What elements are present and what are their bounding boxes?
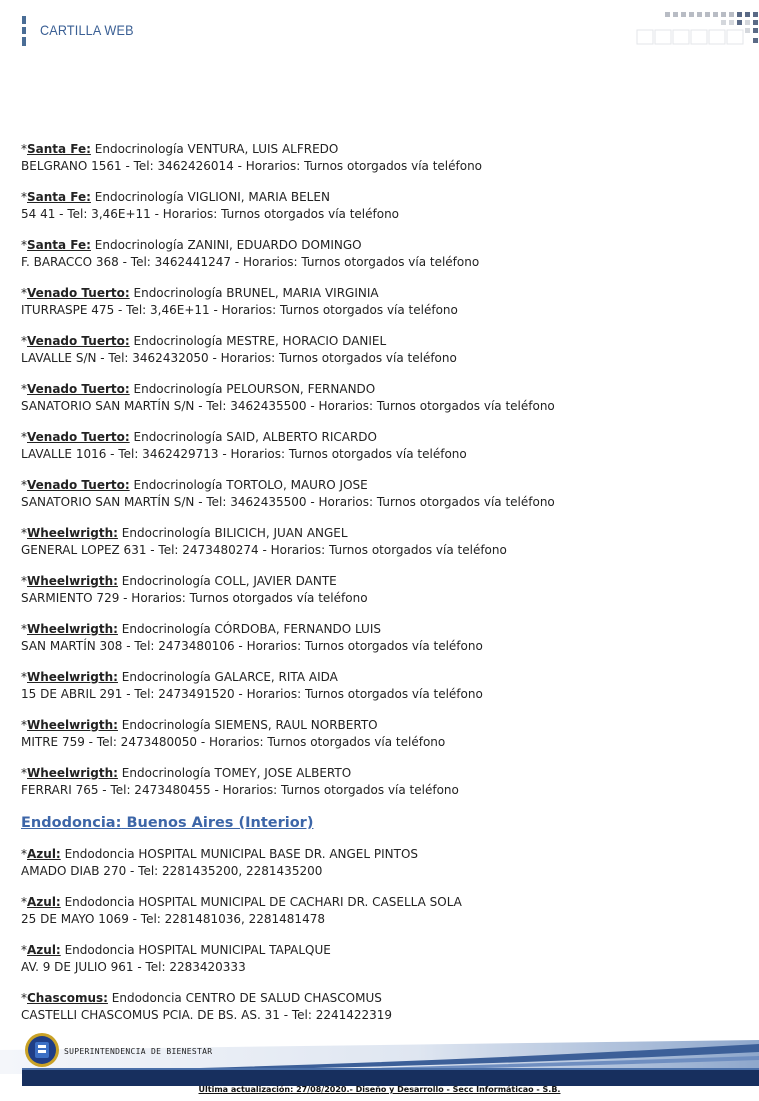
institution-logo-icon — [24, 1032, 60, 1068]
provider-entry — [21, 525, 741, 559]
provider-city-link[interactable]: Wheelwrigth: — [27, 670, 118, 684]
provider-line: *Azul: Endodoncia HOSPITAL MUNICIPAL DE CACHARI DR. CASELLA SOLA — [21, 895, 462, 909]
provider-address: SANATORIO SAN MARTÍN S/N - Tel: 3462435500 - Horarios: Turnos otorgados vía teléfono — [21, 399, 555, 413]
grid-pattern-icon — [635, 12, 759, 46]
provider-description: Endocrinología BILICICH, JUAN ANGEL — [121, 526, 348, 540]
provider-description: Endocrinología VENTURA, LUIS ALFREDO — [94, 142, 339, 156]
provider-address: LAVALLE S/N - Tel: 3462432050 - Horarios: Turnos otorgados vía teléfono — [21, 351, 457, 365]
provider-line: *Wheelwrigth: Endocrinología GALARCE, RITA AIDA — [21, 670, 338, 684]
provider-line: *Azul: Endodoncia HOSPITAL MUNICIPAL BASE DR. ANGEL PINTOS — [21, 847, 419, 861]
provider-line: *Santa Fe: Endocrinología VIGLIONI, MARIA BELEN — [21, 190, 330, 204]
provider-city-link[interactable]: Wheelwrigth: — [27, 718, 118, 732]
provider-description: Endocrinología GALARCE, RITA AIDA — [121, 670, 338, 684]
provider-address: SAN MARTÍN 308 - Tel: 2473480106 - Horarios: Turnos otorgados vía teléfono — [21, 639, 483, 653]
provider-line: *Wheelwrigth: Endocrinología CÓRDOBA, FERNANDO LUIS — [21, 622, 381, 636]
provider-address: GENERAL LOPEZ 631 - Tel: 2473480274 - Horarios: Turnos otorgados vía teléfono — [21, 543, 507, 557]
provider-address: 25 DE MAYO 1069 - Tel: 2281481036, 2281481478 — [21, 912, 325, 926]
provider-description: Endodoncia HOSPITAL MUNICIPAL TAPALQUE — [64, 943, 331, 957]
provider-line: *Chascomus: Endodoncia CENTRO DE SALUD CHASCOMUS — [21, 991, 382, 1005]
page-header — [0, 0, 759, 60]
provider-address: BELGRANO 1561 - Tel: 3462426014 - Horarios: Turnos otorgados vía teléfono — [21, 159, 483, 173]
provider-line: *Santa Fe: Endocrinología VENTURA, LUIS ALFREDO — [21, 142, 339, 156]
provider-entry — [21, 669, 741, 703]
provider-entry — [21, 942, 741, 976]
provider-city-link[interactable]: Azul: — [27, 895, 61, 909]
provider-address: SARMIENTO 729 - Horarios: Turnos otorgados vía teléfono — [21, 591, 368, 605]
provider-entry — [21, 141, 741, 175]
provider-city-link[interactable]: Venado Tuerto: — [27, 430, 130, 444]
footer-updated-text: Ultima actualización: 27/08/2020.- Diseño y Desarrollo - Secc Informáticao - S.B. — [198, 1085, 561, 1094]
provider-entry — [21, 333, 741, 367]
provider-address: AV. 9 DE JULIO 961 - Tel: 2283420333 — [21, 960, 246, 974]
provider-description: Endocrinología SAID, ALBERTO RICARDO — [133, 430, 377, 444]
provider-line: *Venado Tuerto: Endocrinología SAID, ALBERTO RICARDO — [21, 430, 377, 444]
provider-line: *Venado Tuerto: Endocrinología MESTRE, HORACIO DANIEL — [21, 334, 387, 348]
organization-name: SUPERINTENDENCIA DE BIENESTAR — [64, 1047, 213, 1056]
provider-address: F. BARACCO 368 - Tel: 3462441247 - Horarios: Turnos otorgados vía teléfono — [21, 255, 480, 269]
provider-entry — [21, 237, 741, 271]
provider-city-link[interactable]: Azul: — [27, 847, 61, 861]
provider-city-link[interactable]: Venado Tuerto: — [27, 382, 130, 396]
provider-city-link[interactable]: Santa Fe: — [27, 238, 91, 252]
provider-list — [21, 846, 741, 1024]
provider-city-link[interactable]: Azul: — [27, 943, 61, 957]
provider-line: *Wheelwrigth: Endocrinología SIEMENS, RAUL NORBERTO — [21, 718, 378, 732]
provider-description: Endocrinología MESTRE, HORACIO DANIEL — [133, 334, 387, 348]
footer-updated — [0, 1085, 759, 1094]
header-accent-bar — [22, 16, 26, 46]
provider-description: Endocrinología TORTOLO, MAURO JOSE — [133, 478, 368, 492]
provider-description: Endocrinología TOMEY, JOSE ALBERTO — [121, 766, 352, 780]
provider-address: 15 DE ABRIL 291 - Tel: 2473491520 - Horarios: Turnos otorgados vía teléfono — [21, 687, 483, 701]
provider-description: Endocrinología PELOURSON, FERNANDO — [133, 382, 376, 396]
provider-city-link[interactable]: Chascomus: — [27, 991, 108, 1005]
provider-address: AMADO DIAB 270 - Tel: 2281435200, 2281435200 — [21, 864, 323, 878]
provider-entry — [21, 189, 741, 223]
provider-city-link[interactable]: Wheelwrigth: — [27, 622, 118, 636]
provider-city-link[interactable]: Santa Fe: — [27, 190, 91, 204]
provider-address: SANATORIO SAN MARTÍN S/N - Tel: 3462435500 - Horarios: Turnos otorgados vía teléfono — [21, 495, 555, 509]
section-specialty[interactable]: Endodoncia: — [21, 815, 122, 831]
provider-address: MITRE 759 - Tel: 2473480050 - Horarios: Turnos otorgados vía teléfono — [21, 735, 446, 749]
provider-entry — [21, 477, 741, 511]
provider-city-link[interactable]: Venado Tuerto: — [27, 478, 130, 492]
provider-entry — [21, 381, 741, 415]
provider-address: LAVALLE 1016 - Tel: 3462429713 - Horarios: Turnos otorgados vía teléfono — [21, 447, 467, 461]
provider-description: Endodoncia HOSPITAL MUNICIPAL DE CACHARI DR. CASELLA SOLA — [64, 895, 462, 909]
provider-line: *Wheelwrigth: Endocrinología BILICICH, JUAN ANGEL — [21, 526, 348, 540]
provider-city-link[interactable]: Venado Tuerto: — [27, 286, 130, 300]
provider-description: Endodoncia CENTRO DE SALUD CHASCOMUS — [111, 991, 382, 1005]
provider-entry — [21, 846, 741, 880]
provider-city-link[interactable]: Wheelwrigth: — [27, 766, 118, 780]
provider-city-link[interactable]: Venado Tuerto: — [27, 334, 130, 348]
provider-address: FERRARI 765 - Tel: 2473480455 - Horarios: Turnos otorgados vía teléfono — [21, 783, 459, 797]
provider-line: *Venado Tuerto: Endocrinología BRUNEL, MARIA VIRGINIA — [21, 286, 379, 300]
provider-line: *Wheelwrigth: Endocrinología TOMEY, JOSE ALBERTO — [21, 766, 352, 780]
provider-list — [21, 141, 741, 799]
provider-line: *Santa Fe: Endocrinología ZANINI, EDUARDO DOMINGO — [21, 238, 362, 252]
provider-description: Endocrinología CÓRDOBA, FERNANDO LUIS — [121, 622, 381, 636]
provider-description: Endocrinología ZANINI, EDUARDO DOMINGO — [94, 238, 362, 252]
provider-entry — [21, 429, 741, 463]
provider-address: 54 41 - Tel: 3,46E+11 - Horarios: Turnos otorgados vía teléfono — [21, 207, 400, 221]
provider-entry — [21, 990, 741, 1024]
provider-description: Endocrinología SIEMENS, RAUL NORBERTO — [121, 718, 378, 732]
provider-line: *Venado Tuerto: Endocrinología PELOURSON, FERNANDO — [21, 382, 376, 396]
provider-city-link[interactable]: Santa Fe: — [27, 142, 91, 156]
provider-city-link[interactable]: Wheelwrigth: — [27, 526, 118, 540]
provider-city-link[interactable]: Wheelwrigth: — [27, 574, 118, 588]
provider-description: Endocrinología VIGLIONI, MARIA BELEN — [94, 190, 330, 204]
section-heading[interactable] — [21, 813, 741, 833]
provider-entry — [21, 765, 741, 799]
provider-entry — [21, 621, 741, 655]
provider-entry — [21, 285, 741, 319]
section-region[interactable]: Buenos Aires (Interior) — [126, 815, 314, 831]
provider-address: CASTELLI CHASCOMUS PCIA. DE BS. AS. 31 - Tel: 2241422319 — [21, 1008, 393, 1022]
provider-entry — [21, 894, 741, 928]
provider-description: Endodoncia HOSPITAL MUNICIPAL BASE DR. ANGEL PINTOS — [64, 847, 419, 861]
listing-content — [21, 141, 741, 1038]
provider-address: ITURRASPE 475 - Tel: 3,46E+11 - Horarios: Turnos otorgados vía teléfono — [21, 303, 458, 317]
provider-entry — [21, 573, 741, 607]
provider-description: Endocrinología BRUNEL, MARIA VIRGINIA — [133, 286, 379, 300]
provider-entry — [21, 717, 741, 751]
page-title: CARTILLA WEB — [40, 22, 134, 38]
provider-line: *Venado Tuerto: Endocrinología TORTOLO, MAURO JOSE — [21, 478, 368, 492]
provider-line: *Wheelwrigth: Endocrinología COLL, JAVIER DANTE — [21, 574, 337, 588]
provider-line: *Azul: Endodoncia HOSPITAL MUNICIPAL TAPALQUE — [21, 943, 331, 957]
provider-description: Endocrinología COLL, JAVIER DANTE — [121, 574, 337, 588]
